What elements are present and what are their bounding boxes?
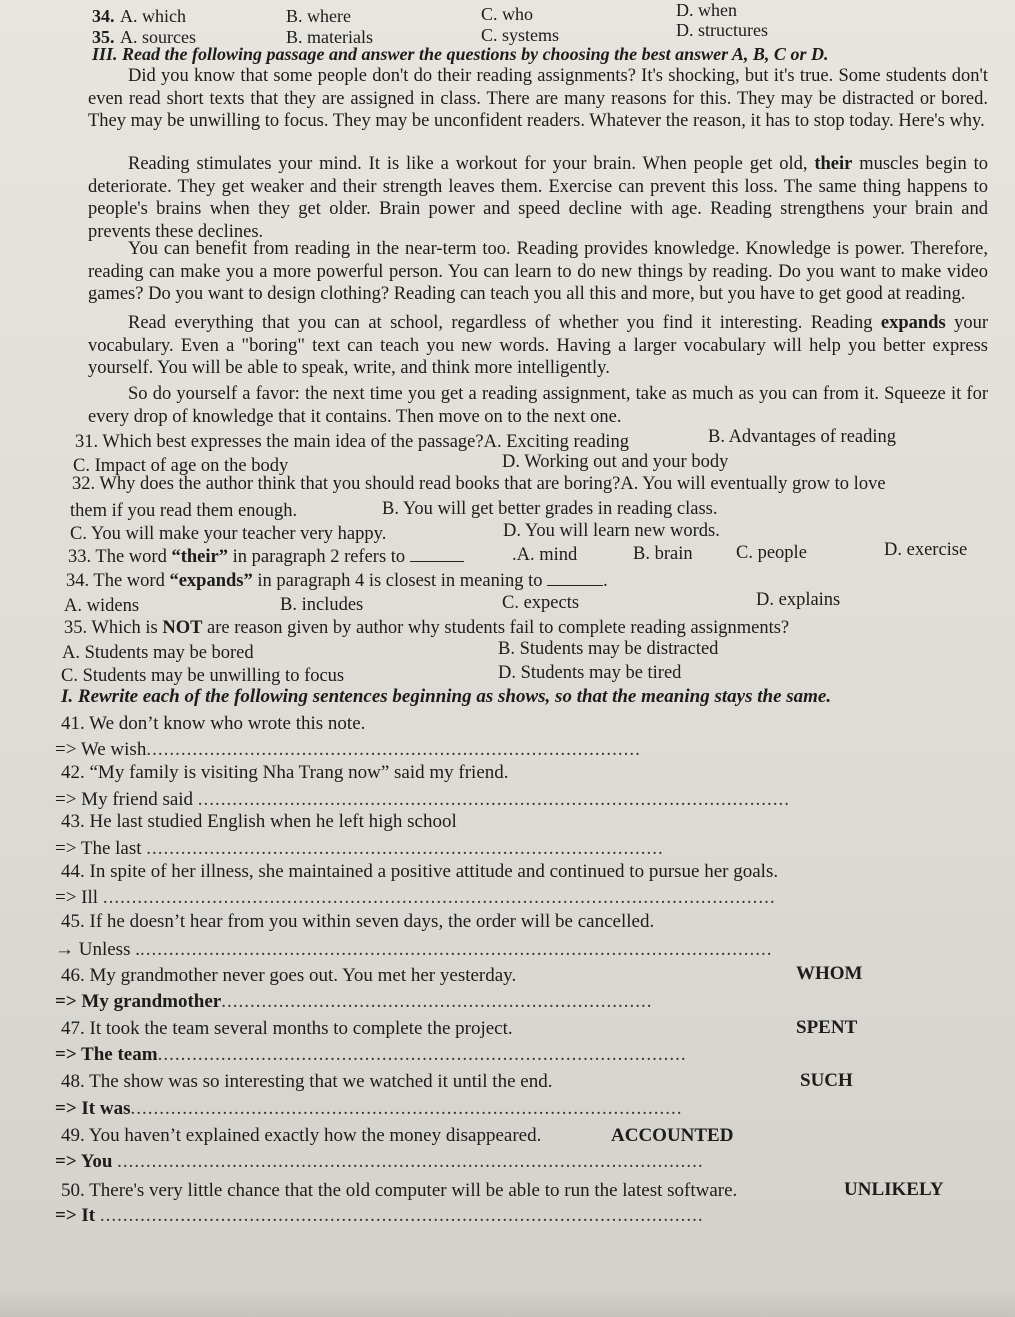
rewrite-49-prompt: => You xyxy=(55,1151,113,1172)
q33-option-d: D. exercise xyxy=(884,540,968,560)
q34-option-a: A. widens xyxy=(64,596,140,616)
q34-option-d: D. explains xyxy=(756,590,841,610)
q35-prev-option-a: A. sources xyxy=(120,27,196,47)
page-bottom-shadow xyxy=(0,1290,1015,1317)
rewrite-45-dots: .............................................................................................................. xyxy=(139,939,773,960)
q32-option-b: B. You will get better grades in reading class. xyxy=(382,499,718,519)
rewrite-49-sentence: 49. You haven’t explained exactly how the money disappeared. xyxy=(61,1125,542,1146)
rewrite-50-dots: ......................................................................................................... xyxy=(99,1205,704,1226)
passage-paragraph-2-text-b: muscles begin to deteriorate. They get weaker and their strength leaves them. Exercise can prevent this loss. The same thing happens to people's brains when they get older. Brain power and speed decline with age. Reading strengthens your brain and prevents these declines. xyxy=(88,154,989,242)
q35-option-b: B. Students may be distracted xyxy=(498,639,719,659)
q32-option-c: C. You will make your teacher very happy. xyxy=(70,524,387,544)
passage-paragraph-3-text: You can benefit from reading in the near-term too. Reading provides knowledge. Knowledge is power. Therefore, reading can make you a more powerful person. You can learn to do new things by reading. Do you want to make video games? Do you want to design clothing? Reading can teach you all this and more, but you have to get good at reading. xyxy=(88,239,988,304)
rewrite-44-prompt: => Ill xyxy=(55,887,99,908)
rewrite-43-answer-line[interactable] xyxy=(55,838,664,860)
q35-prev-option-b: B. materials xyxy=(286,27,373,47)
rewrite-48-sentence: 48. The show was so interesting that we watched it until the end. xyxy=(61,1071,553,1092)
rewrite-41-prompt: => We wish xyxy=(55,739,147,760)
rewrite-46-answer-line[interactable] xyxy=(55,991,653,1013)
passage-paragraph-5 xyxy=(88,383,988,428)
rewrite-45-answer-line[interactable] xyxy=(55,939,772,961)
rewrite-43-sentence: 43. He last studied English when he left high school xyxy=(61,811,457,832)
q34-target-word: “expands” xyxy=(169,571,253,591)
rewrite-46-dots: ........................................................................... xyxy=(221,991,653,1012)
q33-answer-blank[interactable] xyxy=(410,561,464,562)
passage-paragraph-4-text-b: your vocabulary. Even a "boring" text can teach you new words. Having a larger vocabulary will help you better express yourself. You will be able to speak, write, and think more intelligently. xyxy=(88,313,989,378)
rewrite-47-dots: ............................................................................................ xyxy=(157,1044,687,1065)
q35-prev-option-c: C. systems xyxy=(481,25,560,45)
rewrite-50-keyword: UNLIKELY xyxy=(844,1179,944,1200)
q35-stem-pre: 35. Which is xyxy=(64,618,163,638)
passage-word-their: their xyxy=(814,154,853,174)
q33-stem-pre: 33. The word xyxy=(68,547,172,567)
rewrite-43-prompt: => The last xyxy=(55,838,142,859)
q34-prev-option-d: D. when xyxy=(676,0,737,20)
q34-answer-blank[interactable] xyxy=(547,585,603,586)
q33-stem xyxy=(68,547,464,568)
q31-stem: 31. Which best expresses the main idea of the passage?A. Exciting reading xyxy=(75,432,629,452)
rewrite-45-sentence: 45. If he doesn’t hear from you within seven days, the order will be cancelled. xyxy=(61,911,655,932)
passage-paragraph-1 xyxy=(88,65,988,133)
rewrite-50-answer-line[interactable] xyxy=(55,1205,704,1227)
rewrite-48-answer-line[interactable] xyxy=(55,1098,683,1120)
rewrite-50-prompt: => It xyxy=(55,1205,96,1226)
q34-prev-option-a: A. which xyxy=(120,6,186,26)
section-3-title: III. Read the following passage and answer the questions by choosing the best answer A, B, C or D. xyxy=(92,44,829,64)
rewrite-44-sentence: 44. In spite of her illness, she maintained a positive attitude and continued to pursue her goals. xyxy=(61,861,779,882)
passage-paragraph-2 xyxy=(88,153,988,243)
rewrite-50-sentence: 50. There's very little chance that the old computer will be able to run the latest software. xyxy=(61,1180,738,1201)
rewrite-44-answer-line[interactable] xyxy=(55,887,776,909)
section-1-title: I. Rewrite each of the following sentences beginning as shows, so that the meaning stays the same. xyxy=(61,686,832,707)
q34-stem xyxy=(66,571,608,592)
q31-option-b: B. Advantages of reading xyxy=(708,427,897,447)
q35-option-d: D. Students may be tired xyxy=(498,663,682,683)
q35-stem-post: are reason given by author why students fail to complete reading assignments? xyxy=(202,618,790,638)
q35-stem xyxy=(64,618,789,639)
rewrite-42-dots: ....................................................................................................... xyxy=(197,789,791,810)
passage-paragraph-5-text: So do yourself a favor: the next time you get a reading assignment, take as much as you can from it. Squeeze it for every drop of knowledge that it contains. Then move on to the next one. xyxy=(88,384,988,427)
rewrite-47-answer-line[interactable] xyxy=(55,1044,687,1066)
passage-word-expands: expands xyxy=(880,313,946,333)
q33-stem-post: in paragraph 2 refers to xyxy=(227,547,406,567)
q33-option-c: C. people xyxy=(736,543,807,563)
rewrite-45-prompt: → Unless . xyxy=(55,939,140,960)
rewrite-42-answer-line[interactable] xyxy=(55,789,790,811)
q34-stem-pre: 34. The word xyxy=(66,571,170,591)
passage-paragraph-2-text-a: Reading stimulates your mind. It is like a workout for your brain. When people get old, xyxy=(128,154,808,174)
q34-option-b: B. includes xyxy=(280,595,364,615)
q32-stem: 32. Why does the author think that you should read books that are boring?A. You will eventually grow to love xyxy=(72,474,886,494)
q34-option-c: C. expects xyxy=(502,593,580,613)
q32-stem-continued: them if you read them enough. xyxy=(70,501,298,521)
rewrite-49-dots: ...................................................................................................... xyxy=(117,1151,704,1172)
rewrite-48-prompt: => It was xyxy=(55,1098,131,1119)
q31-option-d: D. Working out and your body xyxy=(502,452,729,472)
rewrite-47-sentence: 47. It took the team several months to complete the project. xyxy=(61,1018,513,1039)
rewrite-46-sentence: 46. My grandmother never goes out. You met her yesterday. xyxy=(61,965,517,986)
rewrite-43-dots: .......................................................................................... xyxy=(146,838,664,859)
q35-prev-option-d: D. structures xyxy=(676,20,768,40)
q35-option-a: A. Students may be bored xyxy=(62,643,254,663)
q31-option-c: C. Impact of age on the body xyxy=(73,456,289,476)
rewrite-44-dots: ..................................................................................................................... xyxy=(102,887,776,908)
passage-paragraph-1-text: Did you know that some people don't do their reading assignments? It's shocking, but it's true. Some students don't even read short texts that they are assigned in class. There are many reasons for this. They may be distracted or bored. They may be unwilling to focus. They may be unconfident readers. Whatever the reason, it has to stop today. Here's why. xyxy=(88,66,988,131)
rewrite-49-keyword: ACCOUNTED xyxy=(611,1125,734,1146)
q34-stem-post: in paragraph 4 is closest in meaning to xyxy=(252,571,543,591)
q33-option-a: .A. mind xyxy=(512,545,578,565)
rewrite-47-keyword: SPENT xyxy=(796,1017,858,1038)
passage-paragraph-4-text-a: Read everything that you can at school, regardless of whether you find it interesting. Reading xyxy=(128,313,873,333)
rewrite-41-answer-line[interactable] xyxy=(55,739,641,761)
rewrite-41-dots: ...................................................................................... xyxy=(146,739,641,760)
rewrite-48-dots: ................................................................................................ xyxy=(130,1098,683,1119)
q33-target-word: “their” xyxy=(171,547,228,567)
q32-option-d: D. You will learn new words. xyxy=(503,521,720,541)
rewrite-46-prompt: => My grandmother xyxy=(55,991,222,1012)
rewrite-46-keyword: WHOM xyxy=(796,963,863,984)
q35-prev-number: 35. xyxy=(92,27,115,47)
q34-prev-option-c: C. who xyxy=(481,4,534,24)
passage-paragraph-3 xyxy=(88,238,988,306)
rewrite-49-answer-line[interactable] xyxy=(55,1151,704,1173)
rewrite-41-sentence: 41. We don’t know who wrote this note. xyxy=(61,713,366,734)
rewrite-42-sentence: 42. “My family is visiting Nha Trang now” said my friend. xyxy=(61,762,509,783)
q33-option-b: B. brain xyxy=(633,544,693,564)
q34-prev-number: 34. xyxy=(92,6,115,26)
passage-paragraph-4 xyxy=(88,312,988,380)
rewrite-48-keyword: SUCH xyxy=(800,1070,853,1091)
q34-prev-option-b: B. where xyxy=(286,6,351,26)
q34-stem-end: . xyxy=(603,571,608,591)
q35-not-word: NOT xyxy=(162,618,203,638)
rewrite-42-prompt: => My friend said xyxy=(55,789,194,810)
rewrite-47-prompt: => The team xyxy=(55,1044,158,1065)
q35-option-c: C. Students may be unwilling to focus xyxy=(61,666,345,686)
